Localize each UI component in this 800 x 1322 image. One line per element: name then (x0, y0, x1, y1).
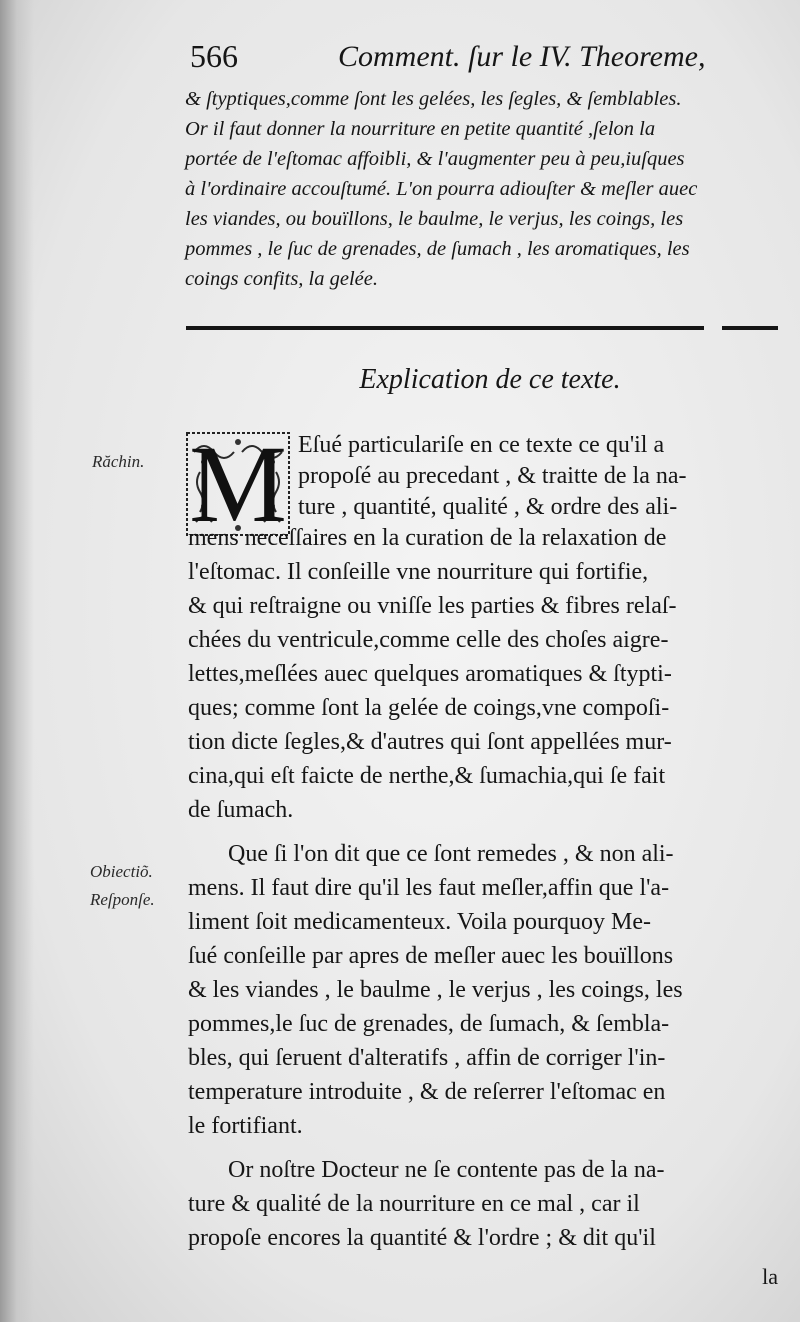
text-line: coings confits, la gelée. (185, 268, 378, 290)
body-text-line: ture & qualité de la nourriture en ce mal , car il (188, 1191, 640, 1217)
body-text-line: pommes,le ſuc de grenades, de ſumach, & ſembla- (188, 1011, 670, 1037)
body-text-line: bles, qui ſeruent d'alteratifs , affin de corriger l'in- (188, 1045, 666, 1071)
body-text-line: Eſué particulariſe en ce texte ce qu'il a (298, 432, 665, 458)
text-line: portée de l'eſtomac affoibli, & l'augmenter peu à peu,iuſques (185, 148, 685, 170)
margin-note-response: Reſponſe. (90, 890, 155, 909)
body-text-line: mens neceſſaires en la curation de la relaxation de (188, 525, 667, 551)
body-text-line: Que ſi l'on dit que ce ſont remedes , & non ali- (228, 841, 674, 867)
running-head: Comment. ſur le IV. Theoreme, (338, 40, 706, 73)
body-text-line: l'eſtomac. Il conſeille vne nourriture qui fortifie, (188, 559, 649, 585)
body-text-line: propoſe encores la quantité & l'ordre ; & dit qu'il (188, 1225, 656, 1251)
body-text-line: ture , quantité, qualité , & ordre des ali- (298, 494, 678, 520)
body-text-line: chées du ventricule,comme celle des choſes aigre- (188, 627, 669, 653)
text-line: à l'ordinaire accouſtumé. L'on pourra adiouſter & meſler auec (185, 178, 698, 200)
section-divider-rule-end (722, 326, 778, 330)
body-text-line: ſué conſeille par apres de meſler auec les bouïllons (188, 943, 674, 969)
page-gutter-shadow (0, 0, 34, 1322)
body-text-line: & les viandes , le baulme , le verjus , les coings, les (188, 977, 683, 1003)
body-text-line: Or noſtre Docteur ne ſe contente pas de la na- (228, 1157, 665, 1183)
body-text-line: lettes,meſlées auec quelques aromatiques & ſtypti- (188, 661, 672, 687)
previous-section-text (185, 84, 790, 294)
body-text-line: mens. Il faut dire qu'il les faut meſler,affin que l'a- (188, 875, 670, 901)
ornamental-dropcap (186, 423, 290, 545)
body-text-line: tion dicte ſegles,& d'autres qui ſont appellées mur- (188, 729, 672, 755)
catchword: la (762, 1264, 778, 1289)
body-text-line: cina,qui eſt faicte de nerthe,& ſumachia,qui ſe fait (188, 763, 666, 789)
page-header (190, 38, 780, 90)
margin-note-rachin: Răchin. (92, 452, 145, 471)
page-number: 566 (190, 38, 238, 74)
body-text-line: propoſé au precedant , & traitte de la na- (298, 463, 687, 489)
text-line: les viandes, ou bouïllons, le baulme, le verjus, les coings, les (185, 208, 684, 230)
body-text-line: le fortifiant. (188, 1113, 303, 1139)
text-line: & ſtyptiques,comme ſont les gelées, les ſegles, & ſemblables. (185, 88, 682, 110)
dropcap-letter: M (189, 423, 287, 545)
body-text-line: temperature introduite , & de reſerrer l'eſtomac en (188, 1079, 666, 1105)
body-text-line: de ſumach. (188, 797, 294, 823)
body-text-line: & qui reſtraigne ou vniſſe les parties & fibres relaſ- (188, 593, 677, 619)
body-text-line: ques; comme ſont la gelée de coings,vne compoſi- (188, 695, 670, 721)
margin-note-objection: Obiectiõ. (90, 862, 153, 881)
section-divider-rule (186, 326, 704, 330)
text-line: Or il faut donner la nourriture en petite quantité ,ſelon la (185, 118, 656, 140)
section-title: Explication de ce texte. (359, 364, 621, 395)
text-line: pommes , le ſuc de grenades, de ſumach , les aromatiques, les (185, 238, 690, 260)
body-text-line: liment ſoit medicamenteux. Voila pourquoy Me- (188, 909, 652, 935)
